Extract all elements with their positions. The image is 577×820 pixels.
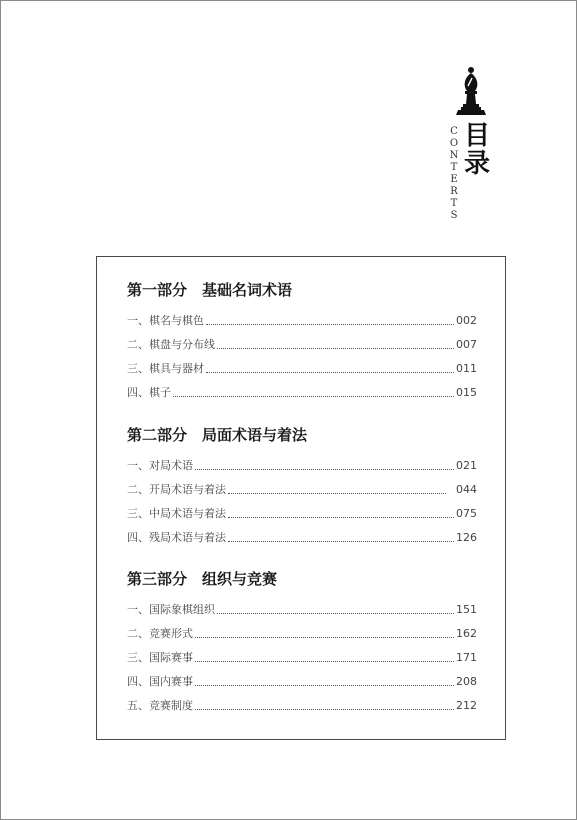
toc-entry[interactable] bbox=[127, 526, 477, 550]
contents-title-en bbox=[448, 126, 460, 222]
entry-label: 三、国际赛事 bbox=[127, 651, 193, 664]
leader-dots bbox=[195, 636, 454, 638]
leader-dots bbox=[195, 468, 454, 470]
bishop-chess-piece-icon bbox=[452, 66, 490, 116]
entry-page-number: 015 bbox=[456, 386, 477, 399]
entry-page-number: 208 bbox=[456, 675, 477, 688]
toc-section-1 bbox=[127, 279, 477, 405]
toc-section-3 bbox=[127, 568, 477, 718]
entry-page-number: 075 bbox=[456, 507, 477, 520]
entry-page-number: 162 bbox=[456, 627, 477, 640]
entry-page-number: 021 bbox=[456, 459, 477, 472]
title-char-2: 录 bbox=[463, 149, 490, 179]
entry-label: 四、棋子 bbox=[127, 386, 171, 399]
entry-page-number: 151 bbox=[456, 603, 477, 616]
leader-dots bbox=[228, 540, 454, 542]
toc-entry[interactable] bbox=[127, 454, 477, 478]
leader-dots bbox=[195, 708, 454, 710]
entry-page-number: 002 bbox=[456, 314, 477, 327]
leader-dots bbox=[217, 347, 454, 349]
leader-dots bbox=[173, 395, 454, 397]
section-title: 第一部分 基础名词术语 bbox=[127, 281, 293, 299]
section-title: 第三部分 组织与竞赛 bbox=[127, 570, 278, 588]
entry-label: 四、残局术语与着法 bbox=[127, 531, 226, 544]
toc-entry[interactable] bbox=[127, 622, 477, 646]
entry-label: 一、棋名与棋色 bbox=[127, 314, 204, 327]
toc-section-2 bbox=[127, 424, 477, 550]
title-en-letter: T bbox=[450, 162, 458, 173]
title-en-letter: S bbox=[450, 210, 458, 221]
toc-entry[interactable] bbox=[127, 694, 477, 718]
leader-dots bbox=[206, 323, 454, 325]
entry-page-number: 044 bbox=[456, 483, 477, 496]
entry-label: 二、竞赛形式 bbox=[127, 627, 193, 640]
contents-title-cn bbox=[462, 122, 492, 178]
title-en-letter: C bbox=[450, 126, 458, 137]
entry-page-number: 126 bbox=[456, 531, 477, 544]
title-en-letter: E bbox=[450, 174, 458, 185]
toc-entry[interactable] bbox=[127, 381, 477, 405]
title-en-letter: T bbox=[450, 198, 458, 209]
leader-dots bbox=[217, 612, 454, 614]
section-title: 第二部分 局面术语与着法 bbox=[127, 426, 308, 444]
entry-page-number: 007 bbox=[456, 338, 477, 351]
toc-entry[interactable] bbox=[127, 598, 477, 622]
entry-label: 五、竞赛制度 bbox=[127, 699, 193, 712]
leader-dots bbox=[195, 660, 454, 662]
entry-page-number: 011 bbox=[456, 362, 477, 375]
entry-label: 一、国际象棋组织 bbox=[127, 603, 215, 616]
toc-entry[interactable] bbox=[127, 478, 477, 502]
title-en-letter: N bbox=[449, 150, 459, 161]
leader-dots bbox=[228, 516, 454, 518]
entry-label: 三、中局术语与着法 bbox=[127, 507, 226, 520]
toc-entry[interactable] bbox=[127, 502, 477, 526]
entry-page-number: 212 bbox=[456, 699, 477, 712]
title-char-1: 目 bbox=[463, 121, 490, 151]
entry-page-number: 171 bbox=[456, 651, 477, 664]
leader-dots bbox=[206, 371, 454, 373]
leader-dots bbox=[228, 492, 446, 494]
toc-entry[interactable] bbox=[127, 309, 477, 333]
toc-box bbox=[96, 256, 506, 740]
entry-label: 四、国内赛事 bbox=[127, 675, 193, 688]
leader-dots bbox=[195, 684, 454, 686]
title-en-letter: O bbox=[449, 138, 459, 149]
entry-label: 三、棋具与器材 bbox=[127, 362, 204, 375]
entry-label: 一、对局术语 bbox=[127, 459, 193, 472]
toc-entry[interactable] bbox=[127, 670, 477, 694]
entry-label: 二、开局术语与着法 bbox=[127, 483, 226, 496]
title-en-letter: R bbox=[450, 186, 458, 197]
toc-entry[interactable] bbox=[127, 646, 477, 670]
toc-entry[interactable] bbox=[127, 333, 477, 357]
toc-entry[interactable] bbox=[127, 357, 477, 381]
entry-label: 二、棋盘与分布线 bbox=[127, 338, 215, 351]
